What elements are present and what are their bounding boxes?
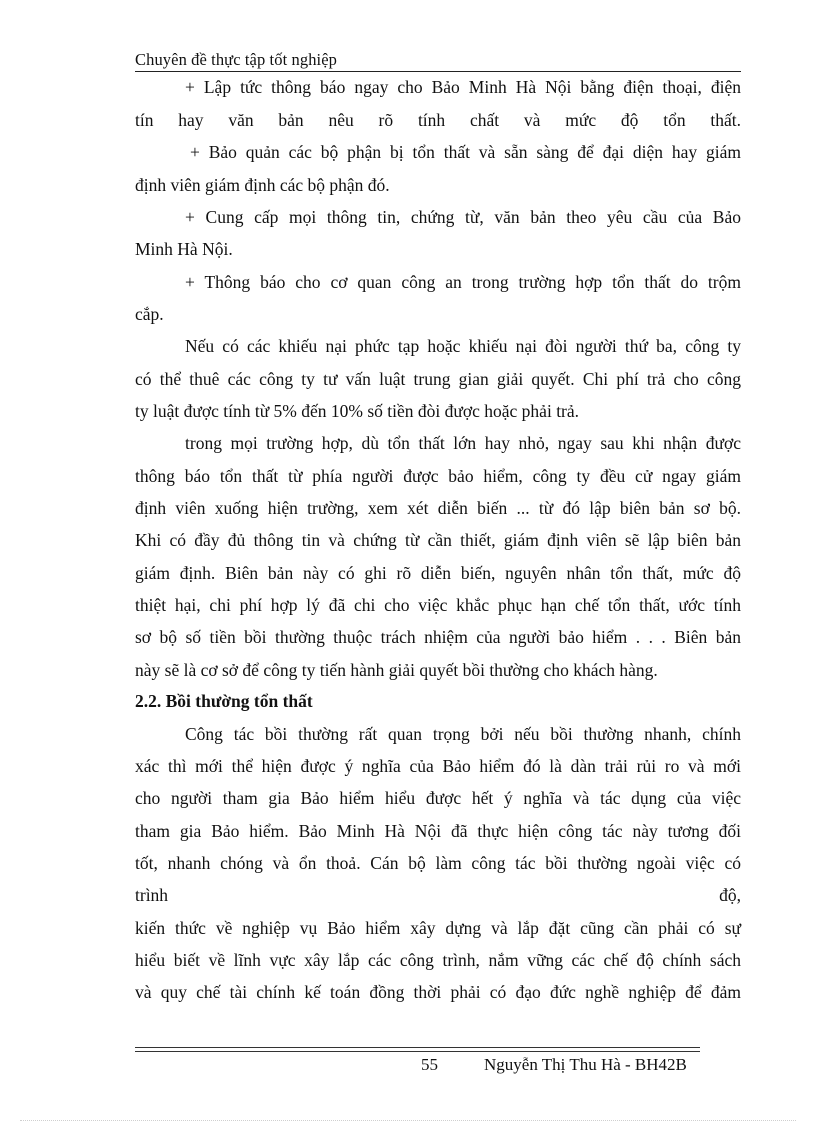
paragraph-line: ty luật được tính từ 5% đến 10% số tiền đòi được hoặc phải trả. xyxy=(135,401,580,421)
paragraph-line: giám định. Biên bản này có ghi rõ diễn biến, nguyên nhân tổn thất, mức độ xyxy=(135,563,741,583)
paragraph-line: + Cung cấp mọi thông tin, chứng từ, văn bản theo yêu cầu của Bảo xyxy=(185,207,741,227)
paragraph-line: thiệt hại, chi phí hợp lý đã chi cho việc khắc phục hạn chế tổn thất, ước tính xyxy=(135,595,741,615)
footer-divider xyxy=(135,1047,700,1048)
paragraph-line: cho người tham gia Bảo hiểm hiểu được hết ý nghĩa và tác dụng của việc xyxy=(135,788,741,808)
footer-author: Nguyễn Thị Thu Hà - BH42B xyxy=(484,1055,687,1074)
paragraph-line: Công tác bồi thường rất quan trọng bởi nếu bồi thường nhanh, chính xyxy=(185,724,741,744)
page-number: 55 xyxy=(421,1055,438,1074)
paragraph-line: trình độ, xyxy=(135,885,741,905)
paragraph-line: định viên giám định các bộ phận đó. xyxy=(135,175,390,195)
paragraph-line: trong mọi trường hợp, dù tổn thất lớn hay nhỏ, ngay sau khi nhận được xyxy=(185,433,741,453)
header-divider xyxy=(135,71,741,72)
page-edge xyxy=(20,1120,796,1121)
paragraph-line: + Thông báo cho cơ quan công an trong trường hợp tổn thất do trộm xyxy=(185,272,741,292)
paragraph-line: có thể thuê các công ty tư vấn luật trung gian giải quyết. Chi phí trả cho công xyxy=(135,369,741,389)
page-header-title: Chuyên đề thực tập tốt nghiệp xyxy=(135,50,338,69)
paragraph-line: tốt, nhanh chóng và ổn thoả. Cán bộ làm công tác bồi thường ngoài việc có xyxy=(135,853,741,873)
paragraph-line: và quy chế tài chính kế toán đồng thời phải có đạo đức nghề nghiệp để đảm xyxy=(135,982,741,1002)
paragraph-line: thông báo tổn thất từ phía người được bảo hiểm, công ty đều cử ngay giám xyxy=(135,466,741,486)
paragraph-line: + Bảo quản các bộ phận bị tổn thất và sẵn sàng để đại diện hay giám xyxy=(190,142,741,162)
paragraph-line: tín hay văn bản nêu rõ tính chất và mức độ tổn thất. xyxy=(135,110,741,130)
paragraph-line: tham gia Bảo hiểm. Bảo Minh Hà Nội đã thực hiện công tác này tương đối xyxy=(135,821,741,841)
paragraph-line: kiến thức về nghiệp vụ Bảo hiểm xây dựng và lắp đặt cũng cần phải có sự xyxy=(135,918,741,938)
paragraph-line: hiểu biết về lĩnh vực xây lắp các công trình, nắm vững các chế độ chính sách xyxy=(135,950,741,970)
paragraph-line: Nếu có các khiếu nại phức tạp hoặc khiếu nại đòi người thứ ba, công ty xyxy=(185,336,741,356)
paragraph-line: Khi có đầy đủ thông tin và chứng từ cần thiết, giám định viên sẽ lập biên bản xyxy=(135,530,741,550)
section-heading: 2.2. Bồi thường tổn thất xyxy=(135,691,313,711)
paragraph-line: định viên xuống hiện trường, xem xét diễn biến ... từ đó lập biên bản sơ bộ. xyxy=(135,498,741,518)
paragraph-line: xác thì mới thể hiện được ý nghĩa của Bảo hiểm đó là dàn trải rủi ro và mới xyxy=(135,756,741,776)
footer-divider xyxy=(135,1051,700,1052)
paragraph-line: Minh Hà Nội. xyxy=(135,239,233,259)
paragraph-line: này sẽ là cơ sở để công ty tiến hành giải quyết bồi thường cho khách hàng. xyxy=(135,660,658,680)
paragraph-line: cắp. xyxy=(135,304,164,324)
paragraph-line: sơ bộ số tiền bồi thường thuộc trách nhiệm của người bảo hiểm . . . Biên bản xyxy=(135,627,741,647)
paragraph-line: + Lập tức thông báo ngay cho Bảo Minh Hà Nội bằng điện thoại, điện xyxy=(185,77,741,97)
